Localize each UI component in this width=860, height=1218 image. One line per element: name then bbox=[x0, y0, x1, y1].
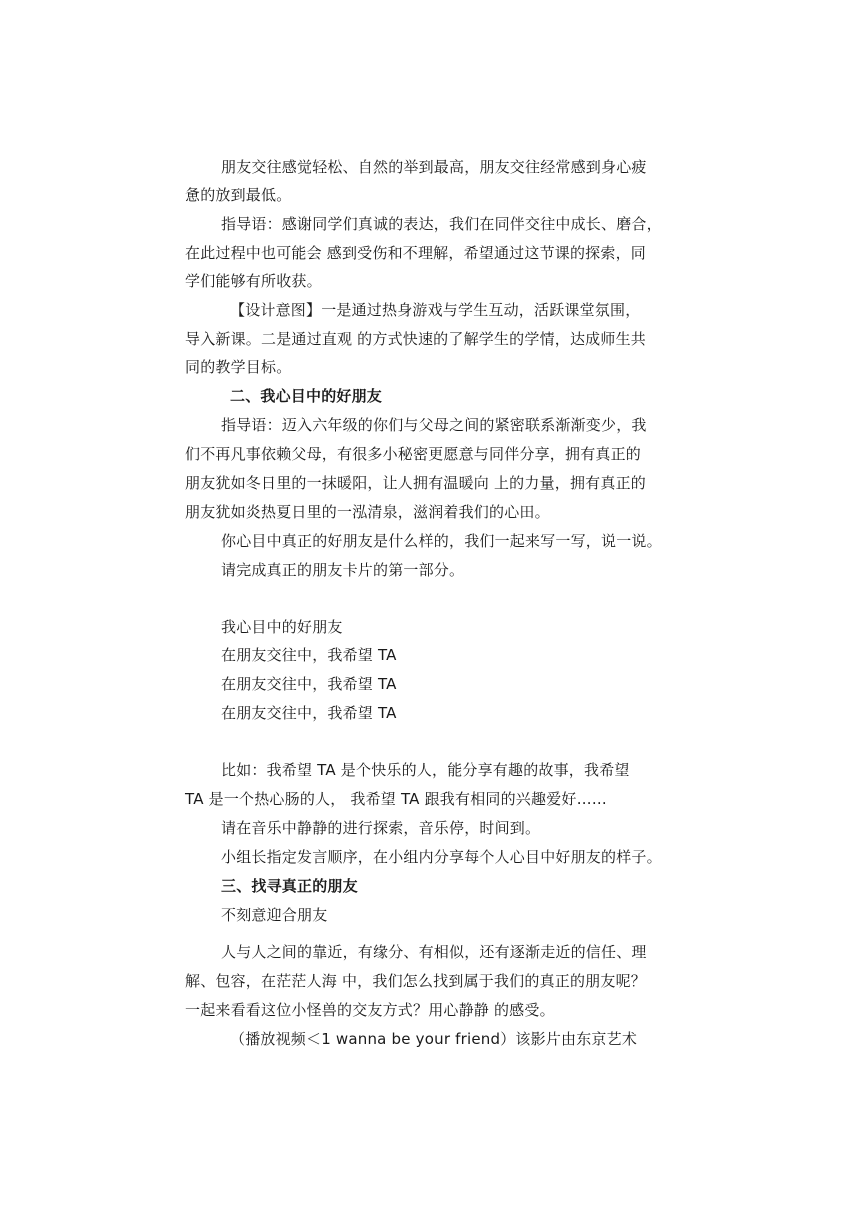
paragraph-line: 学们能够有所收获。 bbox=[185, 272, 322, 290]
paragraph-line: 请完成真正的朋友卡片的第一部分。 bbox=[221, 561, 465, 579]
paragraph-line: 人与人之间的靠近，有缘分、有相似，还有逐渐走近的信任、理 bbox=[221, 943, 647, 961]
paragraph-line: 朋友交往感觉轻松、自然的举到最高，朋友交往经常感到身心疲 bbox=[221, 158, 647, 176]
paragraph-line: 朋友犹如冬日里的一抹暖阳，让人拥有温暖向 上的力量，拥有真正的 bbox=[185, 474, 646, 492]
paragraph-line: 朋友犹如炎热夏日里的一泓清泉，滋润着我们的心田。 bbox=[185, 503, 550, 521]
design-intent-line: 【设计意图】一是通过热身游戏与学生互动，活跃课堂氛围， bbox=[230, 301, 641, 319]
paragraph-line: 小组长指定发言顺序，在小组内分享每个人心目中好朋友的样子。 bbox=[221, 848, 662, 866]
example-line: 比如：我希望 TA 是个快乐的人，能分享有趣的故事，我希望 bbox=[221, 761, 630, 779]
paragraph-line: 一起来看看这位小怪兽的交友方式？用心静静 的感受。 bbox=[185, 1001, 555, 1019]
card-line: 在朋友交往中，我希望 TA bbox=[221, 675, 397, 693]
paragraph-line: 们不再凡事依赖父母，有很多小秘密更愿意与同伴分享，拥有真正的 bbox=[185, 445, 642, 463]
paragraph-line: 指导语：迈入六年级的你们与父母之间的紧密联系渐渐变少，我 bbox=[221, 416, 647, 434]
video-note-line: （播放视频＜1 wanna be your friend）该影片由东京艺术 bbox=[230, 1030, 638, 1048]
example-line: TA 是一个热心肠的人， 我希望 TA 跟我有相同的兴趣爱好…… bbox=[185, 790, 607, 808]
paragraph-line: 惫的放到最低。 bbox=[185, 186, 292, 204]
paragraph-line: 解、包容，在茫茫人海 中，我们怎么找到属于我们的真正的朋友呢？ bbox=[185, 972, 646, 990]
paragraph-line: 指导语：感谢同学们真诚的表达，我们在同伴交往中成长、磨合， bbox=[221, 215, 662, 233]
paragraph-line: 在此过程中也可能会 感到受伤和不理解，希望通过这节课的探索，同 bbox=[185, 244, 646, 262]
card-line: 在朋友交往中，我希望 TA bbox=[221, 704, 397, 722]
paragraph-line: 同的教学目标。 bbox=[185, 358, 292, 376]
section-heading: 二、我心目中的好朋友 bbox=[230, 387, 383, 405]
paragraph-line: 请在音乐中静静的进行探索，音乐停，时间到。 bbox=[221, 819, 541, 837]
subheading: 不刻意迎合朋友 bbox=[221, 906, 328, 924]
card-line: 在朋友交往中，我希望 TA bbox=[221, 646, 397, 664]
section-heading: 三、找寻真正的朋友 bbox=[221, 877, 358, 895]
paragraph-line: 导入新课。二是通过直观 的方式快速的了解学生的学情，达成师生共 bbox=[185, 330, 646, 348]
card-title: 我心目中的好朋友 bbox=[221, 618, 343, 636]
paragraph-line: 你心目中真正的好朋友是什么样的，我们一起来写一写，说一说。 bbox=[221, 532, 662, 550]
